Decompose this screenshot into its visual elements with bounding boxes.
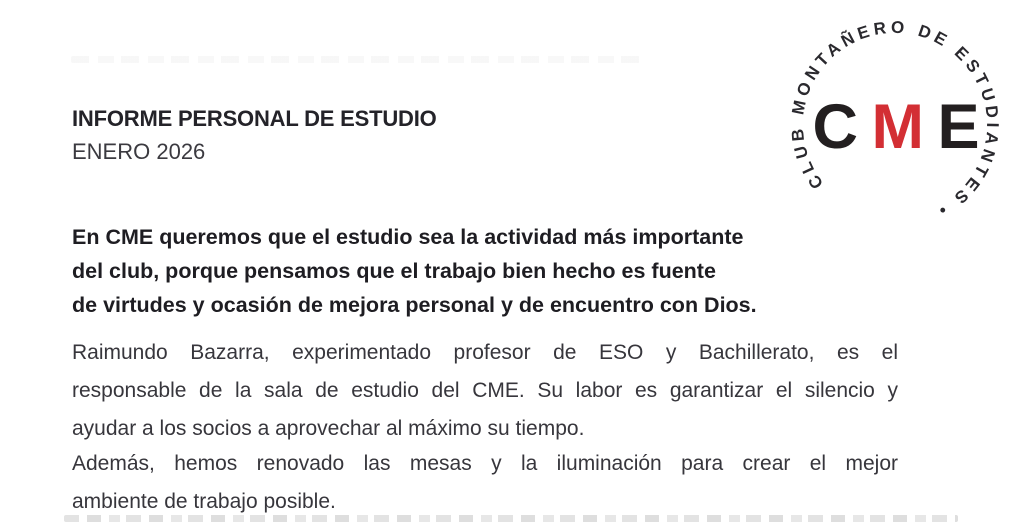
logo-center-text [812, 92, 977, 162]
paragraph-line: Además, hemos renovado las mesas y la iluminación para crear el mejor [72, 452, 898, 475]
paragraph-line: del club, porque pensamos que el trabajo bien hecho es fuente [72, 259, 716, 283]
logo-letter-m: M [871, 92, 922, 162]
cme-logo-graphic [779, 9, 1011, 241]
cme-club-logo [779, 9, 1011, 241]
paragraph-line: ambiente de trabajo posible. [72, 490, 336, 513]
page-subtitle: ENERO 2026 [72, 139, 206, 164]
paragraph-line: Raimundo Bazarra, experimentado profesor de ESO y Bachillerato, es el [72, 341, 898, 364]
paragraph-line: de virtudes y ocasión de mejora personal y de encuentro con Dios. [72, 293, 757, 317]
logo-letter-c: C [812, 92, 856, 162]
logo-letter-e: E [937, 92, 978, 162]
page-title: INFORME PERSONAL DE ESTUDIO [72, 106, 437, 131]
logo-ring-text: CLUB MONTAÑERO DE ESTUDIANTES • [787, 17, 1003, 222]
intro-paragraph [72, 220, 832, 322]
paragraph-line: En CME queremos que el estudio sea la actividad más importante [72, 225, 744, 249]
body-paragraph-2 [72, 445, 898, 521]
cropped-text-line [64, 515, 958, 522]
body-paragraph-1 [72, 334, 898, 448]
paragraph-line: responsable de la sala de estudio del CME. Su labor es garantizar el silencio y [72, 379, 898, 402]
paragraph-line: ayudar a los socios a aprovechar al máximo su tiempo. [72, 417, 585, 440]
faded-text-artifact [71, 56, 641, 63]
